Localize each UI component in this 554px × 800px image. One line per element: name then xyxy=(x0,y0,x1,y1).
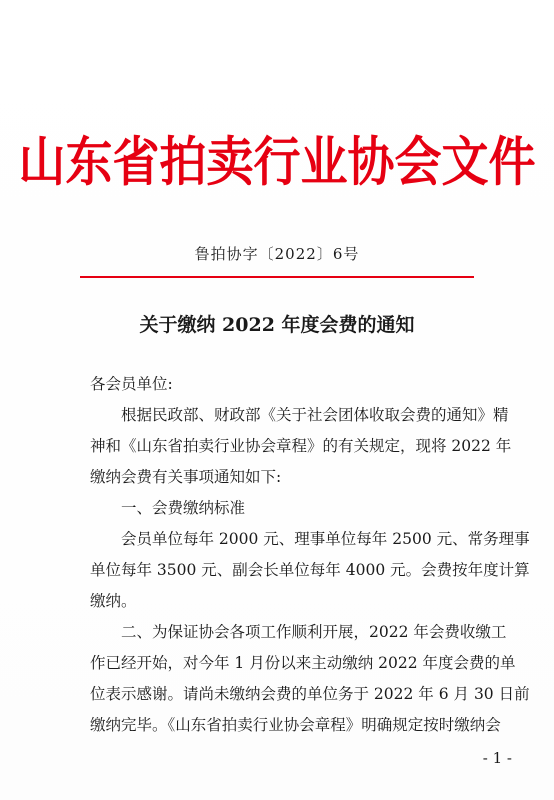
body-line: 二、为保证协会各项工作顺利开展，2022 年会费收缴工 xyxy=(121,623,507,641)
body-line: 会员单位每年 2000 元、理事单位每年 2500 元、常务理事 xyxy=(121,530,530,548)
page-number: - 1 - xyxy=(482,749,512,767)
section-heading: 一、会费缴纳标准 xyxy=(121,499,246,517)
body-line: 根据民政部、财政部《关于社会团体收取会费的通知》精 xyxy=(121,406,509,424)
header-divider-rule xyxy=(80,276,474,278)
body-line: 神和《山东省拍卖行业协会章程》的有关规定，现将 2022 年 xyxy=(90,437,512,455)
body-line: 缴纳会费有关事项通知如下: xyxy=(90,468,282,486)
salutation: 各会员单位: xyxy=(90,375,173,393)
body-line: 作已经开始，对今年 1 月份以来主动缴纳 2022 年度会费的单 xyxy=(90,654,516,672)
body-line: 缴纳。 xyxy=(90,592,137,610)
notice-title: 关于缴纳 2022 年度会费的通知 xyxy=(139,314,415,336)
body-line: 位表示感谢。请尚未缴纳会费的单位务于 2022 年 6 月 30 日前 xyxy=(90,685,530,703)
body-line: 缴纳完毕。《山东省拍卖行业协会章程》明确规定按时缴纳会 xyxy=(90,716,501,734)
document-number: 鲁拍协字〔2022〕6号 xyxy=(194,245,360,263)
org-header-title: 山东省拍卖行业协会文件 xyxy=(18,132,536,194)
body-line: 单位每年 3500 元、副会长单位每年 4000 元。会费按年度计算 xyxy=(90,561,530,579)
